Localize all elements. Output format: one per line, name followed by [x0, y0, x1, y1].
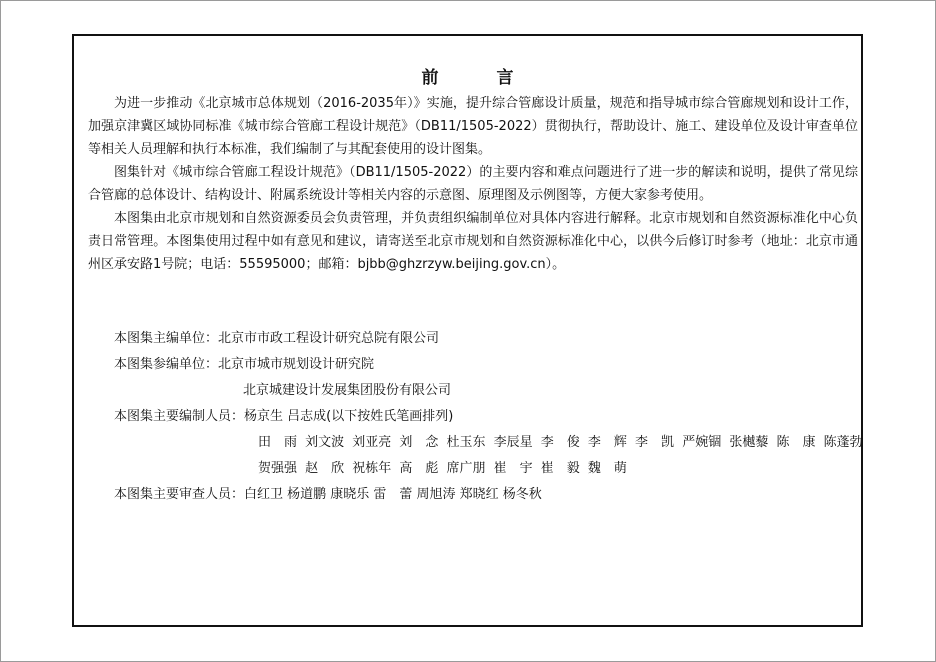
reviewers-line: 本图集主要审查人员：白红卫 杨道鹏 康晓乐 雷 蕾 周旭涛 郑晓红 杨冬秋 [114, 487, 542, 502]
page-title: 前 言 [421, 68, 540, 88]
participating-unit-line-2: 北京城建设计发展集团股份有限公司 [243, 383, 452, 398]
editors-line: 本图集主要编制人员：杨京生 吕志成(以下按姓氏笔画排列) [114, 409, 454, 424]
body-paragraphs [88, 92, 858, 276]
paragraph-2: 图集针对《城市综合管廊工程设计规范》（DB11/1505-2022）的主要内容和难点问题进行了进一步的解读和说明，提供了常见综合管廊的总体设计、结构设计、附属系统设计等相关内容的示意图、原理图及示例图等，方便大家参考使用。 [88, 165, 858, 203]
editors-names-line-1: 田 雨 刘文波 刘亚亮 刘 念 杜玉东 李辰星 李 俊 李 辉 李 凯 严婉锢 张樾藜 陈 康 陈蓬勃 [258, 435, 863, 450]
credits-block [114, 326, 863, 508]
chief-unit-line: 本图集主编单位：北京市市政工程设计研究总院有限公司 [114, 331, 440, 346]
paragraph-1: 为进一步推动《北京城市总体规划（2016-2035年）》实施，提升综合管廊设计质量，规范和指导城市综合管廊规划和设计工作，加强京津冀区域协同标准《城市综合管廊工程设计规范》（DB11/1505-2022）贯彻执行，帮助设计、施工、建设单位及设计审查单位等相关人员理解和执行本标准，我们编制了与其配套使用的设计图集。 [88, 96, 858, 157]
paragraph-3: 本图集由北京市规划和自然资源委员会负责管理，并负责组织编制单位对具体内容进行解释。北京市规划和自然资源标准化中心负责日常管理。本图集使用过程中如有意见和建议，请寄送至北京市规划和自然资源标准化中心，以供今后修订时参考（地址：北京市通州区承安路1号院；电话：55595000；邮箱：bjbb@ghzrzyw.beijing.gov.cn）。 [88, 211, 858, 272]
document-frame [72, 34, 863, 627]
participating-unit-line: 本图集参编单位：北京市城市规划设计研究院 [114, 357, 375, 372]
editors-names-line-2: 贺强强 赵 欣 祝栋年 高 彪 席广朋 崔 宇 崔 毅 魏 萌 [258, 461, 627, 476]
